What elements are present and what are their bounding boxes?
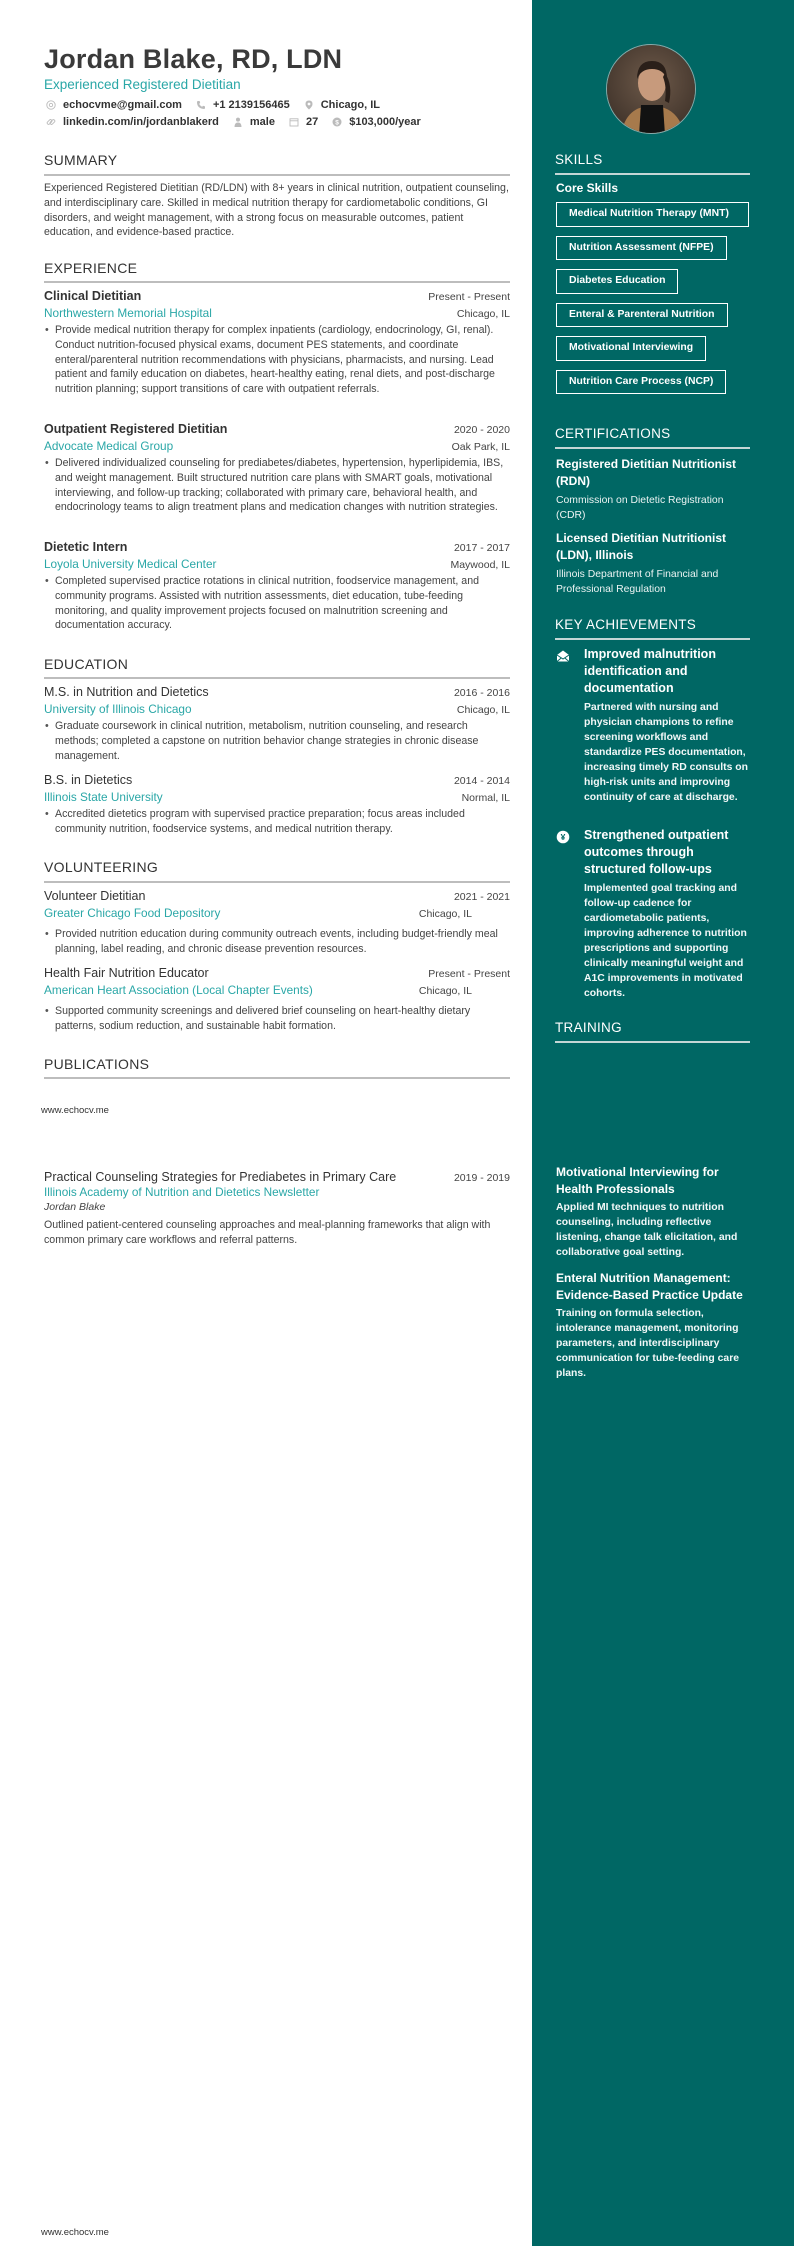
publication-description: Outlined patient-centered counseling approaches and meal-planning frameworks that align with common primary care workflows and referral patterns. (44, 1219, 491, 1246)
job-dates: 2020 - 2020 (453, 424, 510, 436)
volunteer-org: American Heart Association (Local Chapter Events) (44, 983, 313, 997)
skills-group-label: Core Skills (556, 181, 619, 195)
education-entry (44, 685, 510, 763)
skill-chip: Nutrition Assessment (NFPE) (556, 236, 727, 261)
publication-publisher: Illinois Academy of Nutrition and Dietetics Newsletter (44, 1185, 320, 1199)
job-dates: 2017 - 2017 (453, 542, 510, 554)
achievement-title: Improved malnutrition identification and documentation (584, 647, 716, 695)
training-description: Applied MI techniques to nutrition counseling, including reflective listening, change talk elicitation, and collaborative goal setting. (556, 1202, 738, 1258)
skills-list (556, 202, 751, 403)
job-bullet: • Delivered individualized counseling for prediabetes/diabetes, hypertension, hyperlipidemia, IBS, and weight management. Built structured nutrition care plans with SMART goals, motivational interviewing, and follow-up tracking; collaborated with primary care, behavioral health, and endocrinology teams to align treatment plans and medication changes with nutrition strategies. (44, 456, 510, 515)
publication-dates: 2019 - 2019 (453, 1172, 510, 1184)
contact-age (287, 116, 318, 128)
skill-chip: Diabetes Education (556, 269, 678, 294)
certification-entry (556, 530, 751, 597)
experience-entry (44, 289, 510, 397)
candidate-headline: Experienced Registered Dietitian (44, 77, 241, 92)
contact-gender (231, 116, 275, 128)
section-divider (44, 281, 510, 283)
certification-issuer: Commission on Dietetic Registration (CDR) (556, 495, 724, 521)
certification-name: Licensed Dietitian Nutritionist (LDN), Illinois (556, 531, 727, 562)
footer-url-page-1[interactable]: www.echocv.me (41, 1105, 109, 1116)
summary-text: Experienced Registered Dietitian (RD/LDN) with 8+ years in clinical nutrition, outpatient counseling, and interdisciplinary care. Skilled in medical nutrition therapy for cardiometabolic conditions, GI disorders, and weight management, with a strong focus on measurable outcomes, patient education, and evidence-based practice. (44, 182, 509, 239)
school-name: Illinois State University (44, 790, 163, 804)
job-title: Dietetic Intern (44, 540, 128, 554)
footer-url-page-2[interactable]: www.echocv.me (41, 2227, 109, 2238)
calendar-icon (289, 117, 299, 127)
section-divider (44, 677, 510, 679)
location-pin-icon (304, 100, 314, 110)
linkedin-text: linkedin.com/in/jordanblakerd (63, 116, 219, 128)
section-divider (555, 1041, 750, 1043)
achievement-description: Partnered with nursing and physician champions to refine screening workflows and standardize PES documentation, increasing timely RD consults on high-risk units and improving continuity of care at discharge. (584, 702, 748, 803)
job-dates: Present - Present (428, 291, 510, 303)
education-dates: 2014 - 2014 (453, 775, 510, 787)
email-text: echocvme@gmail.com (63, 99, 182, 111)
section-divider (555, 173, 750, 175)
employer-name: Northwestern Memorial Hospital (44, 306, 212, 320)
achievement-title: Strengthened outpatient outcomes through structured follow-ups (584, 828, 729, 876)
contact-location (302, 99, 380, 111)
contact-email[interactable] (44, 99, 182, 111)
section-divider (44, 881, 510, 883)
experience-entry (44, 422, 510, 515)
training-title: TRAINING (555, 1020, 622, 1035)
certification-issuer: Illinois Department of Financial and Professional Regulation (556, 569, 719, 595)
gender-text: male (249, 116, 275, 128)
link-icon (46, 117, 56, 127)
summary-title: SUMMARY (44, 152, 118, 168)
contact-row-2 (44, 116, 433, 128)
job-location: Oak Park, IL (451, 441, 510, 453)
age-text: 27 (305, 116, 319, 128)
at-icon (46, 100, 56, 110)
training-entry (556, 1164, 751, 1260)
certification-name: Registered Dietitian Nutritionist (RDN) (556, 457, 737, 488)
education-dates: 2016 - 2016 (453, 687, 510, 699)
volunteer-bullet: • Provided nutrition education during community outreach events, including budget-friendly meal planning, label reading, and chronic disease prevention resources. (44, 927, 510, 957)
skill-chip: Enteral & Parenteral Nutrition (556, 303, 728, 328)
section-divider (44, 174, 510, 176)
achievements-title: KEY ACHIEVEMENTS (555, 617, 697, 632)
education-title: EDUCATION (44, 656, 129, 672)
skills-title: SKILLS (555, 152, 603, 167)
school-location: Chicago, IL (456, 704, 510, 716)
achievement-entry (556, 827, 751, 1001)
phone-icon (196, 100, 206, 110)
volunteer-org: Greater Chicago Food Depository (44, 906, 221, 920)
svg-text:$: $ (335, 119, 340, 127)
job-bullet: • Completed supervised practice rotations in clinical nutrition, foodservice management, and community programs. Assisted with nutrition assessments, diet education, tube-feeding monitoring, and quality improvement projects focused on malnutrition screening and documentation accuracy. (44, 574, 510, 633)
section-divider (44, 1077, 510, 1079)
contact-salary (330, 116, 421, 128)
experience-entry (44, 540, 510, 633)
volunteer-bullet: • Supported community screenings and delivered brief counseling on heart-healthy dietary patterns, sodium reduction, and sustainable habit formation. (44, 1004, 510, 1034)
job-title: Outpatient Registered Dietitian (44, 422, 228, 436)
experience-title: EXPERIENCE (44, 260, 138, 276)
skill-chip: Motivational Interviewing (556, 336, 706, 361)
skill-chip: Medical Nutrition Therapy (MNT) (556, 202, 749, 227)
training-title-text: Motivational Interviewing for Health Professionals (556, 1165, 719, 1196)
contact-linkedin[interactable] (44, 116, 219, 128)
volunteer-dates: 2021 - 2021 (453, 891, 510, 903)
publication-title: Practical Counseling Strategies for Prediabetes in Primary Care (44, 1170, 397, 1184)
candidate-name: Jordan Blake, RD, LDN (44, 44, 343, 74)
avatar (606, 44, 696, 134)
dollar-icon (332, 117, 342, 127)
achievement-entry (556, 646, 751, 805)
degree-name: M.S. in Nutrition and Dietetics (44, 685, 209, 699)
yen-coin-icon (556, 830, 570, 844)
employer-name: Advocate Medical Group (44, 439, 174, 453)
volunteer-dates: Present - Present (428, 968, 510, 980)
certification-entry (556, 456, 751, 523)
degree-name: B.S. in Dietetics (44, 773, 133, 787)
location-text: Chicago, IL (320, 99, 380, 111)
skill-chip: Nutrition Care Process (NCP) (556, 370, 726, 395)
phone-text: +1 2139156465 (212, 99, 290, 111)
education-bullet: • Accredited dietetics program with supervised practice preparation; focus areas included community nutrition, foodservice systems, and medical nutrition therapy. (44, 807, 510, 837)
volunteer-location: Chicago, IL (418, 985, 472, 997)
job-bullet: • Provide medical nutrition therapy for complex inpatients (cardiology, endocrinology, GI, renal). Conduct nutrition-focused physical exams, document PES statements, and coordinate enteral/parenteral nutrition recommendations with physicians, pharmacists, and nursing. Lead patient and family education on diabetes, heart-healthy eating, renal diets, and post-discharge nutrition planning; support transitions of care with outpatient referrals. (44, 323, 510, 397)
contact-phone[interactable] (194, 99, 290, 111)
section-divider (555, 638, 750, 640)
achievement-description: Implemented goal tracking and follow-up cadence for cardiometabolic patients, improving adherence to nutrition prescriptions and supporting clinically meaningful weight and A1C improvements in motivated cohorts. (584, 883, 747, 999)
envelope-open-icon (556, 649, 570, 663)
svg-text:¥: ¥ (560, 832, 566, 843)
employer-name: Loyola University Medical Center (44, 557, 217, 571)
contact-row-1 (44, 99, 392, 111)
salary-text: $103,000/year (349, 116, 421, 128)
job-title: Clinical Dietitian (44, 289, 142, 303)
education-bullet: • Graduate coursework in clinical nutrition, metabolism, nutrition counseling, and research methods; completed a capstone on nutrition behavior change strategies in chronic disease management. (44, 719, 510, 763)
volunteer-role: Volunteer Dietitian (44, 889, 146, 903)
training-title-text: Enteral Nutrition Management: Evidence-Based Practice Update (556, 1271, 743, 1302)
volunteering-title: VOLUNTEERING (44, 859, 159, 875)
volunteer-location: Chicago, IL (418, 908, 472, 920)
school-name: University of Illinois Chicago (44, 702, 192, 716)
publications-title: PUBLICATIONS (44, 1056, 150, 1072)
school-location: Normal, IL (461, 792, 510, 804)
section-divider (555, 447, 750, 449)
education-entry (44, 773, 510, 837)
training-entry (556, 1270, 751, 1381)
certifications-title: CERTIFICATIONS (555, 426, 671, 441)
training-description: Training on formula selection, intolerance management, monitoring parameters, and interdisciplinary communication for tube-feeding care plans. (556, 1308, 740, 1379)
volunteer-role: Health Fair Nutrition Educator (44, 966, 209, 980)
volunteering-entry (44, 889, 510, 957)
publication-author: Jordan Blake (44, 1201, 106, 1213)
person-icon (233, 117, 243, 127)
volunteering-entry (44, 966, 510, 1034)
job-location: Chicago, IL (456, 308, 510, 320)
job-location: Maywood, IL (450, 559, 510, 571)
publication-entry (44, 1170, 510, 1248)
